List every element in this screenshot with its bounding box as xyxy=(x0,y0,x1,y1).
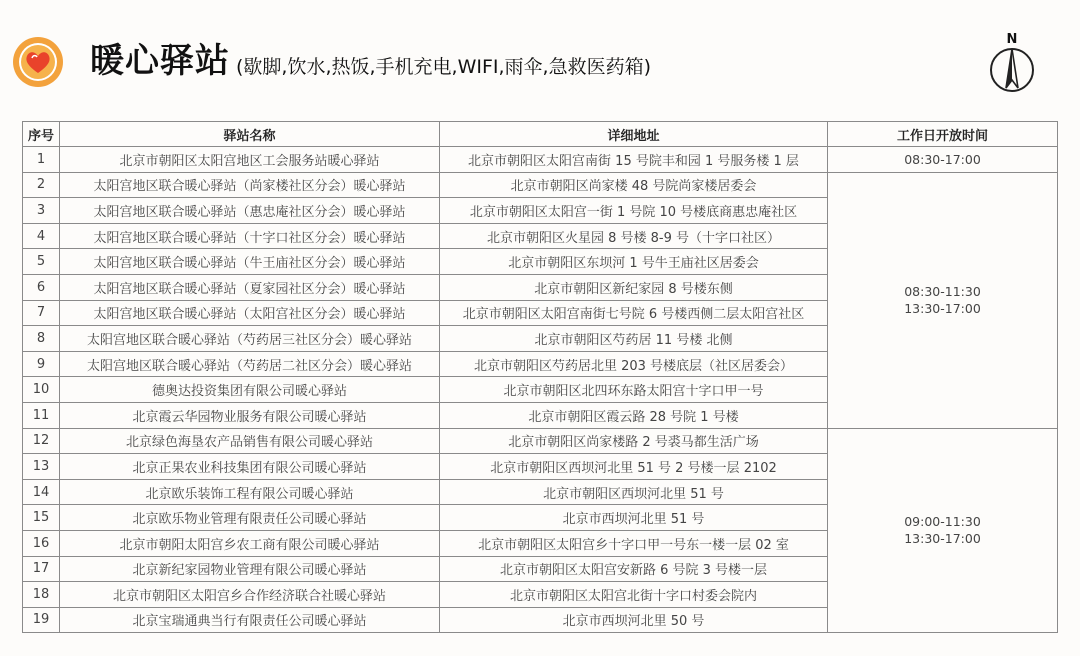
cell-no: 17 xyxy=(23,556,60,582)
cell-address: 北京市朝阳区新纪家园 8 号楼东侧 xyxy=(440,274,828,300)
cell-no: 10 xyxy=(23,377,60,403)
cell-name: 北京新纪家园物业管理有限公司暖心驿站 xyxy=(60,556,440,582)
cell-address: 北京市朝阳区芍药居北里 203 号楼底层（社区居委会） xyxy=(440,351,828,377)
cell-address: 北京市朝阳区芍药居 11 号楼 北侧 xyxy=(440,326,828,352)
compass-north-label: N xyxy=(1006,32,1018,47)
cell-no: 4 xyxy=(23,223,60,249)
cell-name: 北京正果农业科技集团有限公司暖心驿站 xyxy=(60,454,440,480)
cell-name: 北京欧乐装饰工程有限公司暖心驿站 xyxy=(60,479,440,505)
cell-address: 北京市朝阳区西坝河北里 51 号 xyxy=(440,479,828,505)
cell-address: 北京市朝阳区火星园 8 号楼 8-9 号（十字口社区） xyxy=(440,223,828,249)
cell-no: 1 xyxy=(23,147,60,173)
cell-no: 19 xyxy=(23,607,60,633)
cell-name: 北京市朝阳区太阳宫地区工会服务站暖心驿站 xyxy=(60,147,440,173)
cell-name: 北京市朝阳太阳宫乡农工商有限公司暖心驿站 xyxy=(60,530,440,556)
cell-name: 太阳宫地区联合暖心驿站（牛王庙社区分会）暖心驿站 xyxy=(60,249,440,275)
cell-name: 北京绿色海垦农产品销售有限公司暖心驿站 xyxy=(60,428,440,454)
cell-address: 北京市朝阳区东坝河 1 号牛王庙社区居委会 xyxy=(440,249,828,275)
header-no: 序号 xyxy=(23,122,60,147)
cell-no: 2 xyxy=(23,172,60,198)
cell-address: 北京市朝阳区尚家楼路 2 号裘马都生活广场 xyxy=(440,428,828,454)
cell-address: 北京市朝阳区尚家楼 48 号院尚家楼居委会 xyxy=(440,172,828,198)
cell-no: 6 xyxy=(23,274,60,300)
cell-no: 8 xyxy=(23,326,60,352)
page-subtitle: (歇脚,饮水,热饭,手机充电,WIFI,雨伞,急救医药箱) xyxy=(236,56,651,78)
cell-name: 北京市朝阳区太阳宫乡合作经济联合社暖心驿站 xyxy=(60,582,440,608)
cell-opening-hours: 09:00-11:30 13:30-17:00 xyxy=(828,428,1058,633)
page-title: 暖心驿站 xyxy=(90,41,230,81)
cell-no: 9 xyxy=(23,351,60,377)
cell-address: 北京市西坝河北里 50 号 xyxy=(440,607,828,633)
header-address: 详细地址 xyxy=(440,122,828,147)
cell-address: 北京市朝阳区西坝河北里 51 号 2 号楼一层 2102 xyxy=(440,454,828,480)
warm-station-logo-icon xyxy=(12,36,64,88)
cell-no: 15 xyxy=(23,505,60,531)
cell-address: 北京市朝阳区太阳宫安新路 6 号院 3 号楼一层 xyxy=(440,556,828,582)
cell-address: 北京市朝阳区太阳宫乡十字口甲一号东一楼一层 02 室 xyxy=(440,530,828,556)
table-row xyxy=(23,172,1058,198)
cell-address: 北京市朝阳区太阳宫一街 1 号院 10 号楼底商惠忠庵社区 xyxy=(440,198,828,224)
table-row xyxy=(23,147,1058,173)
table-body xyxy=(23,147,1058,633)
cell-name: 太阳宫地区联合暖心驿站（芍药居二社区分会）暖心驿站 xyxy=(60,351,440,377)
cell-address: 北京市朝阳区太阳宫南街 15 号院丰和园 1 号服务楼 1 层 xyxy=(440,147,828,173)
north-compass-icon xyxy=(986,30,1038,94)
cell-address: 北京市西坝河北里 51 号 xyxy=(440,505,828,531)
cell-opening-hours: 08:30-11:30 13:30-17:00 xyxy=(828,172,1058,428)
cell-no: 5 xyxy=(23,249,60,275)
page-header xyxy=(0,0,1080,112)
cell-no: 3 xyxy=(23,198,60,224)
cell-name: 北京欧乐物业管理有限责任公司暖心驿站 xyxy=(60,505,440,531)
cell-no: 11 xyxy=(23,402,60,428)
table-row xyxy=(23,428,1058,454)
cell-address: 北京市朝阳区太阳宫南街七号院 6 号楼西侧二层太阳宫社区 xyxy=(440,300,828,326)
cell-no: 12 xyxy=(23,428,60,454)
cell-no: 16 xyxy=(23,530,60,556)
cell-name: 北京宝瑞通典当行有限责任公司暖心驿站 xyxy=(60,607,440,633)
cell-no: 18 xyxy=(23,582,60,608)
cell-name: 北京霞云华园物业服务有限公司暖心驿站 xyxy=(60,402,440,428)
cell-no: 14 xyxy=(23,479,60,505)
cell-no: 13 xyxy=(23,454,60,480)
cell-address: 北京市朝阳区北四环东路太阳宫十字口甲一号 xyxy=(440,377,828,403)
header-name: 驿站名称 xyxy=(60,122,440,147)
cell-name: 太阳宫地区联合暖心驿站（夏家园社区分会）暖心驿站 xyxy=(60,274,440,300)
cell-name: 德奥达投资集团有限公司暖心驿站 xyxy=(60,377,440,403)
warm-station-table xyxy=(22,121,1058,633)
cell-name: 太阳宫地区联合暖心驿站（十字口社区分会）暖心驿站 xyxy=(60,223,440,249)
cell-address: 北京市朝阳区霞云路 28 号院 1 号楼 xyxy=(440,402,828,428)
cell-name: 太阳宫地区联合暖心驿站（惠忠庵社区分会）暖心驿站 xyxy=(60,198,440,224)
cell-opening-hours: 08:30-17:00 xyxy=(828,147,1058,173)
table-header-row xyxy=(23,122,1058,147)
cell-name: 太阳宫地区联合暖心驿站（太阳宫社区分会）暖心驿站 xyxy=(60,300,440,326)
cell-name: 太阳宫地区联合暖心驿站（尚家楼社区分会）暖心驿站 xyxy=(60,172,440,198)
cell-no: 7 xyxy=(23,300,60,326)
header-hours: 工作日开放时间 xyxy=(828,122,1058,147)
cell-address: 北京市朝阳区太阳宫北街十字口村委会院内 xyxy=(440,582,828,608)
cell-name: 太阳宫地区联合暖心驿站（芍药居三社区分会）暖心驿站 xyxy=(60,326,440,352)
